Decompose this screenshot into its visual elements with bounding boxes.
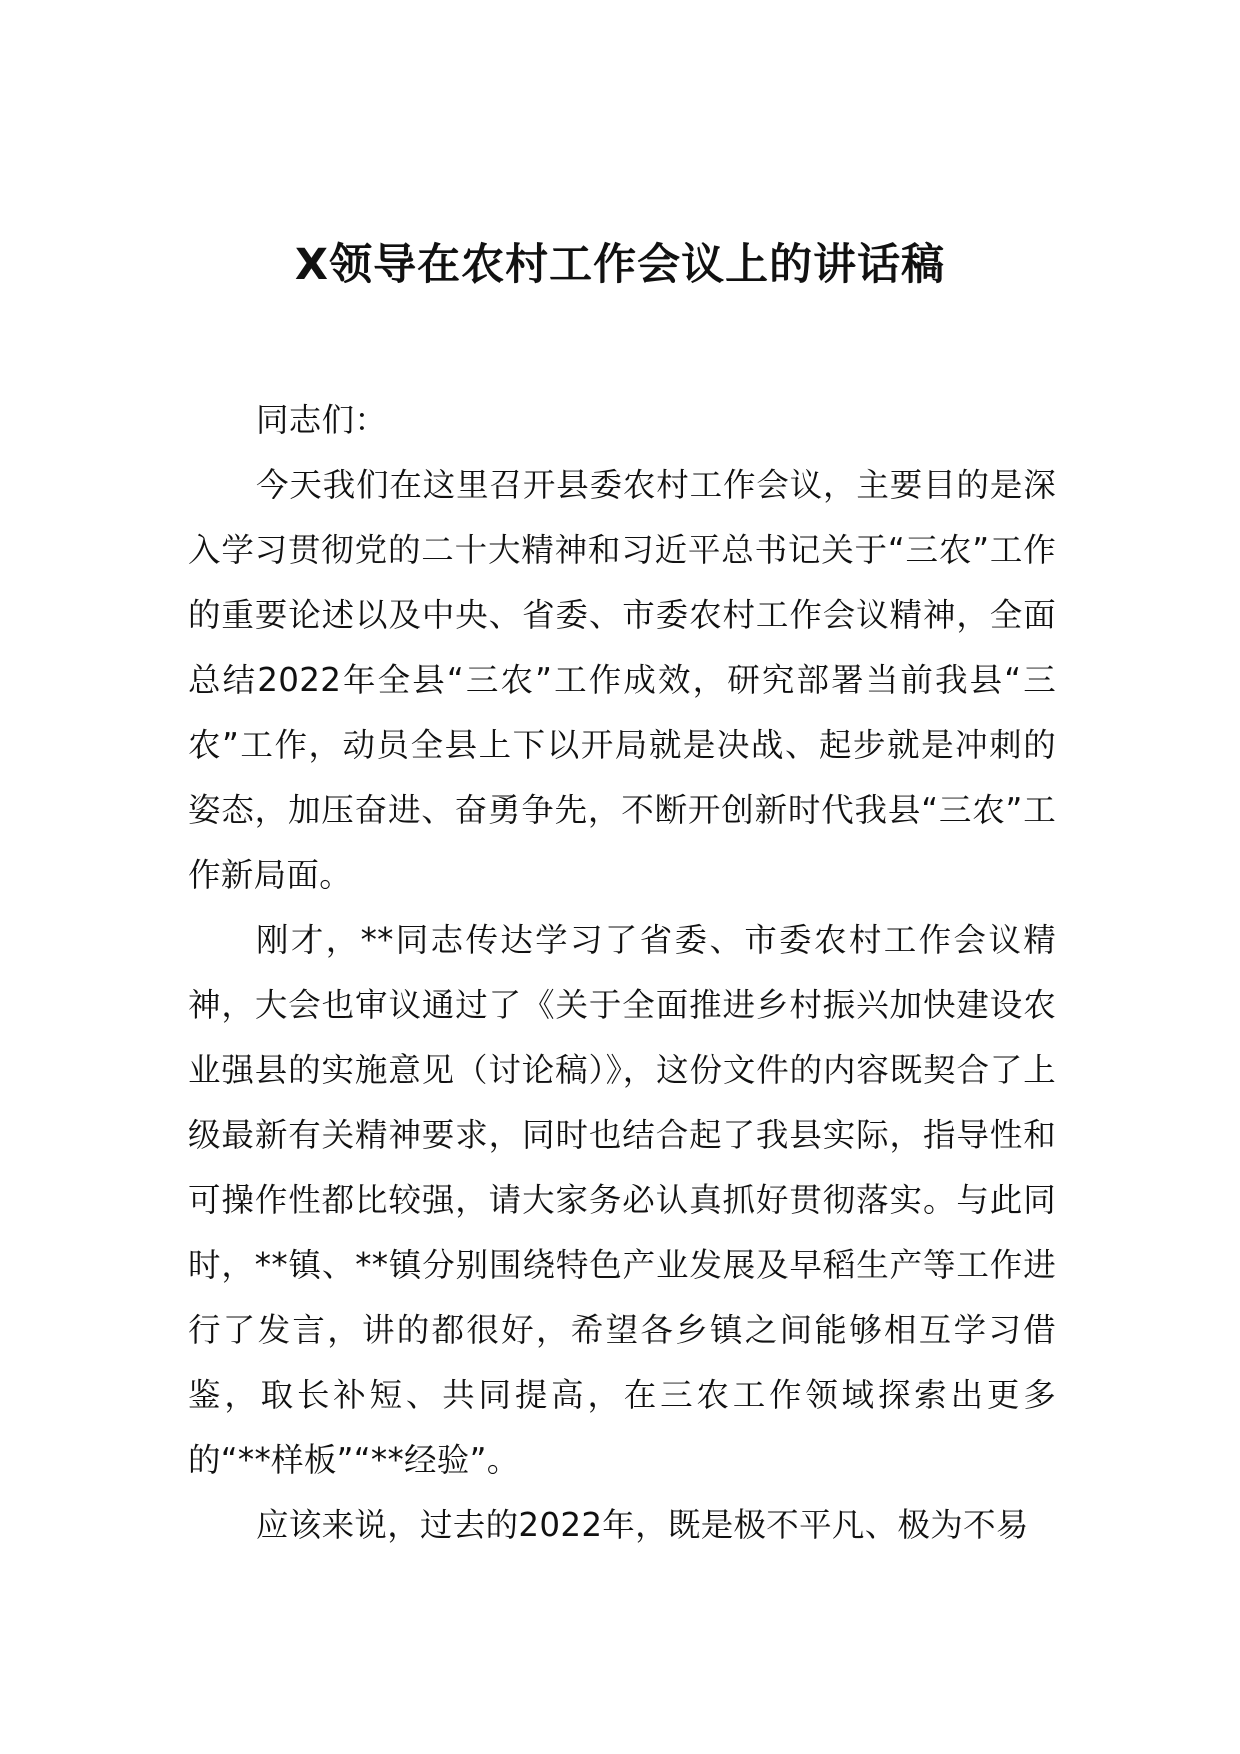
paragraph-2: 刚才，**同志传达学习了省委、市委农村工作会议精神，大会也审议通过了《关于全面推进乡村振兴加快建设农业强县的实施意见（讨论稿）》，这份文件的内容既契合了上级最新有关精神要求，同时也结合起了我县实际，指导性和可操作性都比较强，请大家务必认真抓好贯彻落实。与此同时，**镇、**镇分别围绕特色产业发展及早稻生产等工作进行了发言，讲的都很好，希望各乡镇之间能够相互学习借鉴，取长补短、共同提高，在三农工作领域探索出更多的“**样板”“**经验”。	[188, 921, 1056, 1479]
document-title: X领导在农村工作会议上的讲话稿	[294, 239, 946, 290]
paragraph-1: 今天我们在这里召开县委农村工作会议，主要目的是深入学习贯彻党的二十大精神和习近平总书记关于“三农”工作的重要论述以及中央、省委、市委农村工作会议精神，全面总结2022年全县“三农”工作成效，研究部署当前我县“三农”工作，动员全县上下以开局就是决战、起步就是冲刺的姿态，加压奋进、奋勇争先，不断开创新时代我县“三农”工作新局面。	[188, 466, 1056, 894]
paragraph-3: 应该来说，过去的2022年，既是极不平凡、极为不易	[256, 1506, 1029, 1544]
document-body	[188, 388, 1056, 1558]
greeting-line: 同志们：	[256, 401, 388, 439]
